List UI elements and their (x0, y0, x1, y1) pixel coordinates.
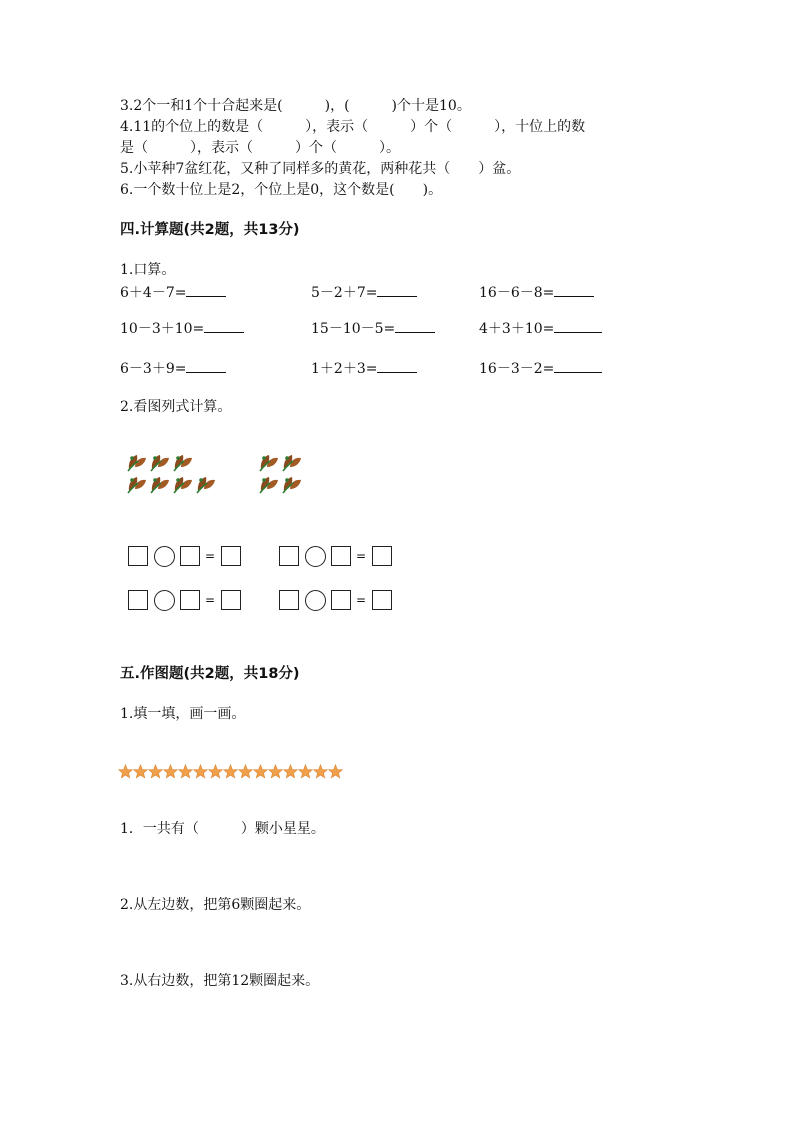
sub-question-3: 3.从右边数，把第12颗圈起来。 (120, 973, 320, 989)
star-row (118, 764, 344, 780)
oral-item: 6＋4－7= (120, 282, 226, 303)
star-icon[interactable] (284, 765, 298, 778)
oral-item: 1＋2＋3= (311, 358, 417, 379)
star-icon[interactable] (119, 765, 133, 778)
oral-calc-label: 1.口算。 (120, 262, 176, 278)
result-box[interactable] (221, 590, 241, 610)
leaf-icon (126, 474, 148, 494)
leaf-icon (195, 474, 217, 494)
number-box[interactable] (331, 546, 351, 566)
operator-circle[interactable] (305, 546, 326, 567)
operator-circle[interactable] (154, 590, 175, 611)
result-box[interactable] (372, 546, 392, 566)
sub-question-1: 1．一共有（ ）颗小星星。 (120, 821, 325, 837)
leaf-icon (281, 452, 303, 472)
leaf-icon (281, 474, 303, 494)
oral-item: 4＋3＋10= (479, 318, 602, 339)
leaf-group-left (126, 452, 226, 498)
answer-blank[interactable] (395, 318, 435, 333)
star-icon[interactable] (179, 765, 193, 778)
star-icon[interactable] (164, 765, 178, 778)
star-icon[interactable] (314, 765, 328, 778)
leaf-icon (126, 452, 148, 472)
answer-blank[interactable] (377, 358, 417, 373)
oral-item: 16－6－8= (479, 282, 594, 303)
leaf-icon (258, 452, 280, 472)
picture-calc-label: 2.看图列式计算。 (120, 399, 232, 415)
oral-item: 5－2＋7= (311, 282, 417, 303)
question-6: 6.一个数十位上是2，个位上是0，这个数是( )。 (120, 182, 443, 198)
number-box[interactable] (128, 590, 148, 610)
question-3: 3.2个一和1个十合起来是( )，( )个十是10。 (120, 98, 471, 114)
star-icon[interactable] (224, 765, 238, 778)
oral-item: 6－3＋9= (120, 358, 226, 379)
star-icon[interactable] (149, 765, 163, 778)
star-icon[interactable] (254, 765, 268, 778)
result-box[interactable] (372, 590, 392, 610)
oral-item: 10－3＋10= (120, 318, 244, 339)
answer-blank[interactable] (554, 282, 594, 297)
answer-blank[interactable] (377, 282, 417, 297)
oral-item: 16－3－2= (479, 358, 602, 379)
question-4-line-2: 是（ ），表示（ ）个（ ）。 (120, 140, 400, 156)
number-box[interactable] (331, 590, 351, 610)
equals-sign: = (205, 549, 216, 563)
result-box[interactable] (221, 546, 241, 566)
operator-circle[interactable] (154, 546, 175, 567)
equation-row-2-right (279, 590, 399, 612)
answer-blank[interactable] (204, 318, 244, 333)
star-icon[interactable] (329, 765, 343, 778)
leaf-icon (172, 452, 194, 472)
equals-sign: = (356, 593, 367, 607)
equals-sign: = (356, 549, 367, 563)
number-box[interactable] (180, 546, 200, 566)
star-icon[interactable] (239, 765, 253, 778)
equation-row-1-left (128, 546, 248, 568)
star-icon[interactable] (209, 765, 223, 778)
answer-blank[interactable] (186, 282, 226, 297)
equals-sign: = (205, 593, 216, 607)
leaf-icon (149, 452, 171, 472)
question-4-line-1: 4.11的个位上的数是（ ），表示（ ）个（ ），十位上的数 (120, 119, 586, 135)
star-icon[interactable] (194, 765, 208, 778)
equation-row-2-left (128, 590, 248, 612)
leaf-icon (149, 474, 171, 494)
number-box[interactable] (279, 546, 299, 566)
answer-blank[interactable] (554, 358, 602, 373)
star-icon[interactable] (134, 765, 148, 778)
equation-row-1-right (279, 546, 399, 568)
sub-question-2: 2.从左边数，把第6颗圈起来。 (120, 897, 311, 913)
section-4-heading: 四.计算题(共2题，共13分) (120, 222, 300, 238)
number-box[interactable] (180, 590, 200, 610)
leaf-group-right (258, 452, 318, 498)
number-box[interactable] (128, 546, 148, 566)
star-icon[interactable] (269, 765, 283, 778)
operator-circle[interactable] (305, 590, 326, 611)
answer-blank[interactable] (554, 318, 602, 333)
answer-blank[interactable] (186, 358, 226, 373)
leaf-icon (258, 474, 280, 494)
draw-question-label: 1.填一填，画一画。 (120, 706, 246, 722)
oral-item: 15－10－5= (311, 318, 435, 339)
question-5: 5.小苹种7盆红花，又种了同样多的黄花，两种花共（ ）盆。 (120, 161, 521, 177)
section-5-heading: 五.作图题(共2题，共18分) (120, 666, 300, 682)
number-box[interactable] (279, 590, 299, 610)
star-icon[interactable] (299, 765, 313, 778)
leaf-icon (172, 474, 194, 494)
